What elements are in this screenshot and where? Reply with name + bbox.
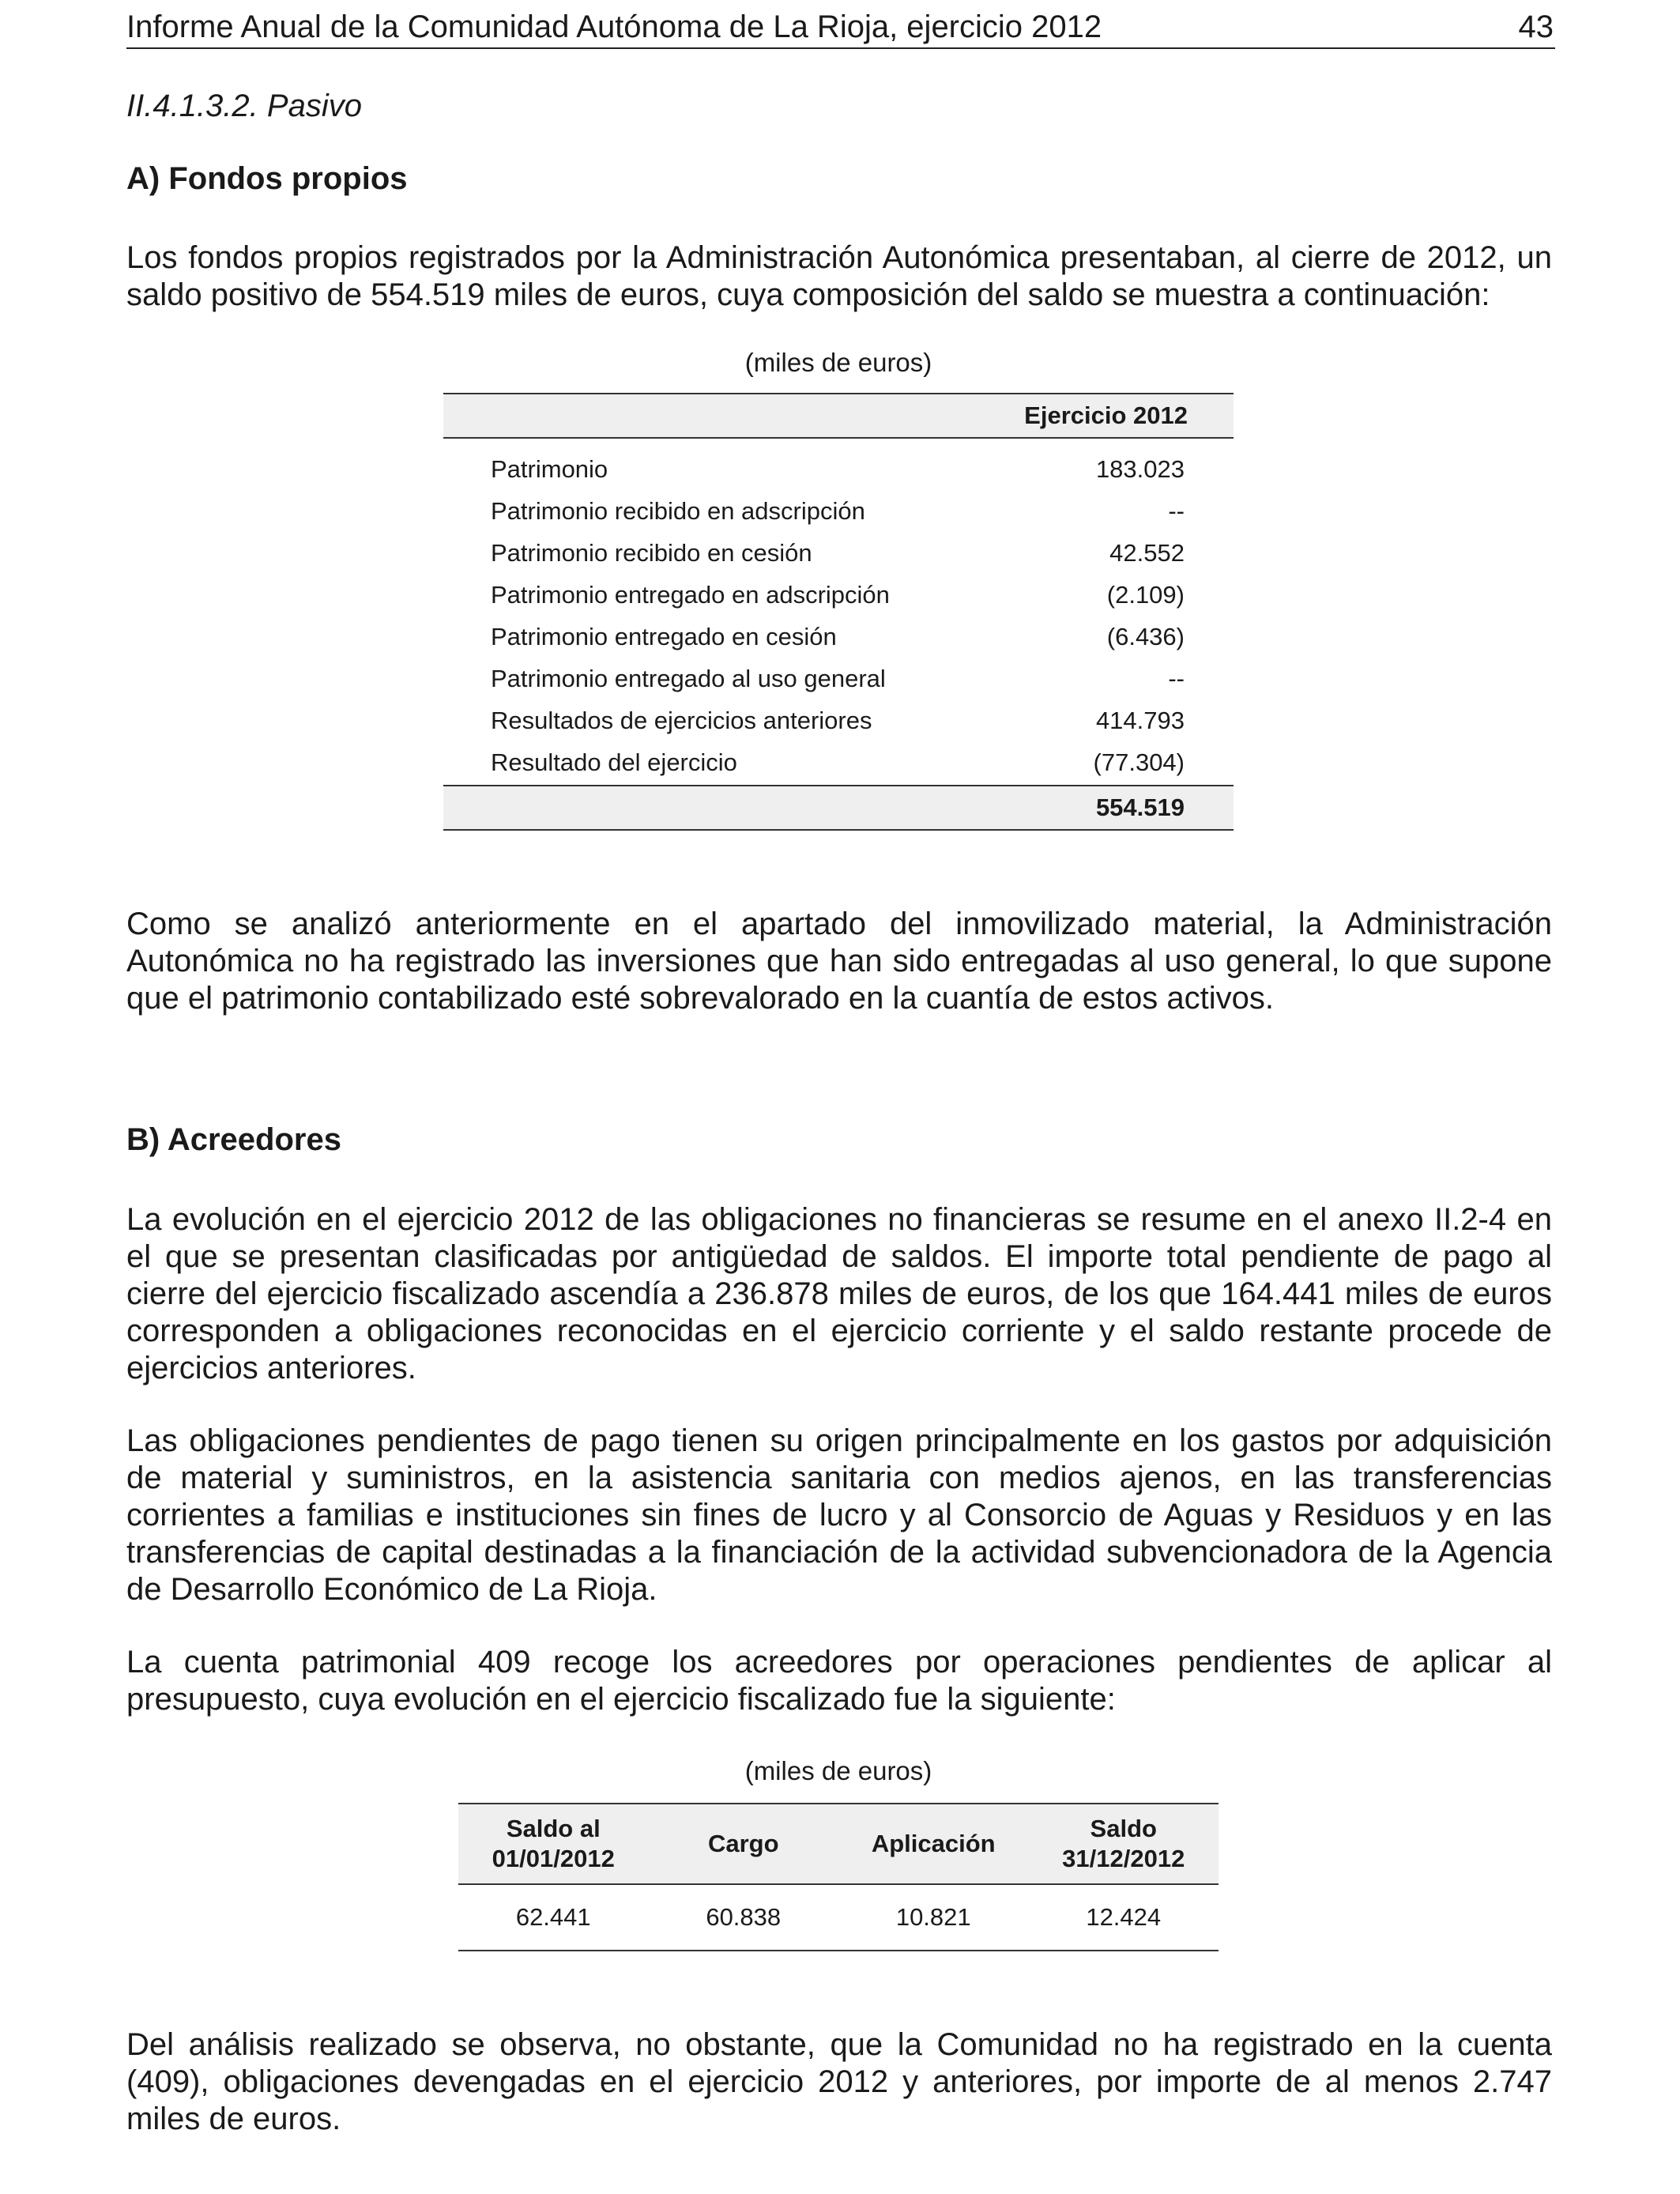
heading-acreedores: B) Acreedores (126, 1122, 341, 1157)
value-cargo: 60.838 (706, 1903, 782, 1931)
paragraph-fondos-intro: Los fondos propios registrados por la Administración Autonómica presentaban, al cierre de 2012, un saldo positivo de 554.519 miles de euros, cuya composición del saldo se muestra a continuación: (126, 240, 1552, 312)
paragraph-acreedores-4: Del análisis realizado se observa, no obstante, que la Comunidad no ha registrado en la cuenta (409), obligaciones devengadas en el ejercicio 2012 y anteriores, por importe de al menos 2.747 miles de euros. (126, 2027, 1552, 2136)
table1-column-header: Ejercicio 2012 (1024, 401, 1188, 429)
row-label: Resultados de ejercicios anteriores (491, 707, 872, 734)
row-value: -- (1168, 665, 1185, 692)
row-value: (2.109) (1106, 581, 1185, 609)
table2-caption: (miles de euros) (744, 1756, 932, 1785)
table1-header (443, 393, 1234, 439)
table2-row (458, 1885, 1219, 1951)
row-label: Patrimonio (491, 455, 608, 483)
header-saldo-final (1029, 1804, 1219, 1883)
table-row (443, 532, 1234, 574)
header-aplicacion: Aplicación (871, 1830, 996, 1857)
table-row (443, 658, 1234, 699)
table-row (443, 448, 1234, 490)
table-row (443, 699, 1234, 741)
table2-header (458, 1803, 1219, 1885)
table-row (443, 616, 1234, 658)
table-row (443, 741, 1234, 783)
value-saldo-inicial: 62.441 (515, 1903, 591, 1931)
header-title: Informe Anual de la Comunidad Autónoma de La Rioja, ejercicio 2012 (126, 9, 1102, 44)
row-label: Patrimonio recibido en cesión (491, 539, 812, 567)
header-cargo: Cargo (707, 1830, 779, 1857)
paragraph-fondos-analysis: Como se analizó anteriormente en el apartado del inmovilizado material, la Administración Autonómica no ha registrado las inversiones que han sido entregadas al uso general, lo que supone que el patrimonio contabilizado esté sobrevalorado en la cuantía de estos activos. (126, 907, 1552, 1016)
page-header (126, 6, 1555, 49)
table1-caption: (miles de euros) (744, 348, 932, 377)
row-value: -- (1168, 497, 1185, 525)
row-value: 183.023 (1095, 455, 1185, 483)
paragraph-acreedores-1: La evolución en el ejercicio 2012 de las obligaciones no financieras se resume en el anexo II.2-4 en el que se presentan clasificadas por antigüedad de saldos. El importe total pendiente de pago al cierre del ejercicio fiscalizado ascendía a 236.878 miles de euros, de los que 164.441 miles de euros corresponden a obligaciones reconocidas en el ejercicio corriente y el saldo restante procede de ejercicios anteriores. (126, 1202, 1552, 1385)
row-label: Resultado del ejercicio (491, 748, 737, 776)
cuenta-409-table (458, 1803, 1219, 1951)
row-value: (6.436) (1106, 623, 1185, 650)
section-number: II.4.1.3.2. Pasivo (126, 89, 362, 123)
paragraph-acreedores-2: Las obligaciones pendientes de pago tienen su origen principalmente en los gastos por adquisición de material y suministros, en la asistencia sanitaria con medios ajenos, en las transferencias corrientes a familias e instituciones sin fines de lucro y al Consorcio de Aguas y Residuos y en las transferencias de capital destinadas a la financiación de la actividad subvencionadora de la Agencia de Desarrollo Económico de La Rioja. (126, 1423, 1552, 1607)
header-saldo-inicial-line1: Saldo al (506, 1815, 601, 1842)
page-number: 43 (1518, 9, 1554, 44)
table1-total-row (443, 785, 1234, 831)
value-saldo-final: 12.424 (1086, 1903, 1162, 1931)
row-value: 414.793 (1095, 707, 1185, 734)
header-saldo-inicial (458, 1804, 649, 1883)
row-label: Patrimonio entregado en adscripción (491, 581, 890, 609)
row-label: Patrimonio entregado en cesión (491, 623, 837, 650)
fondos-propios-table (443, 393, 1234, 831)
row-value: (77.304) (1093, 748, 1185, 776)
table1-body (443, 439, 1234, 783)
header-saldo-inicial-line2: 01/01/2012 (492, 1845, 615, 1872)
header-saldo-final-line2: 31/12/2012 (1062, 1845, 1185, 1872)
header-saldo-final-line1: Saldo (1090, 1815, 1157, 1842)
paragraph-acreedores-3: La cuenta patrimonial 409 recoge los acreedores por operaciones pendientes de aplicar al presupuesto, cuya evolución en el ejercicio fiscalizado fue la siguiente: (126, 1645, 1552, 1717)
heading-fondos-propios: A) Fondos propios (126, 161, 408, 196)
table1-total-value: 554.519 (1095, 794, 1185, 821)
table-row (443, 574, 1234, 616)
value-aplicacion: 10.821 (895, 1903, 971, 1931)
row-label: Patrimonio entregado al uso general (491, 665, 886, 692)
row-value: 42.552 (1109, 539, 1185, 567)
row-label: Patrimonio recibido en adscripción (491, 497, 865, 525)
table-row (443, 490, 1234, 532)
